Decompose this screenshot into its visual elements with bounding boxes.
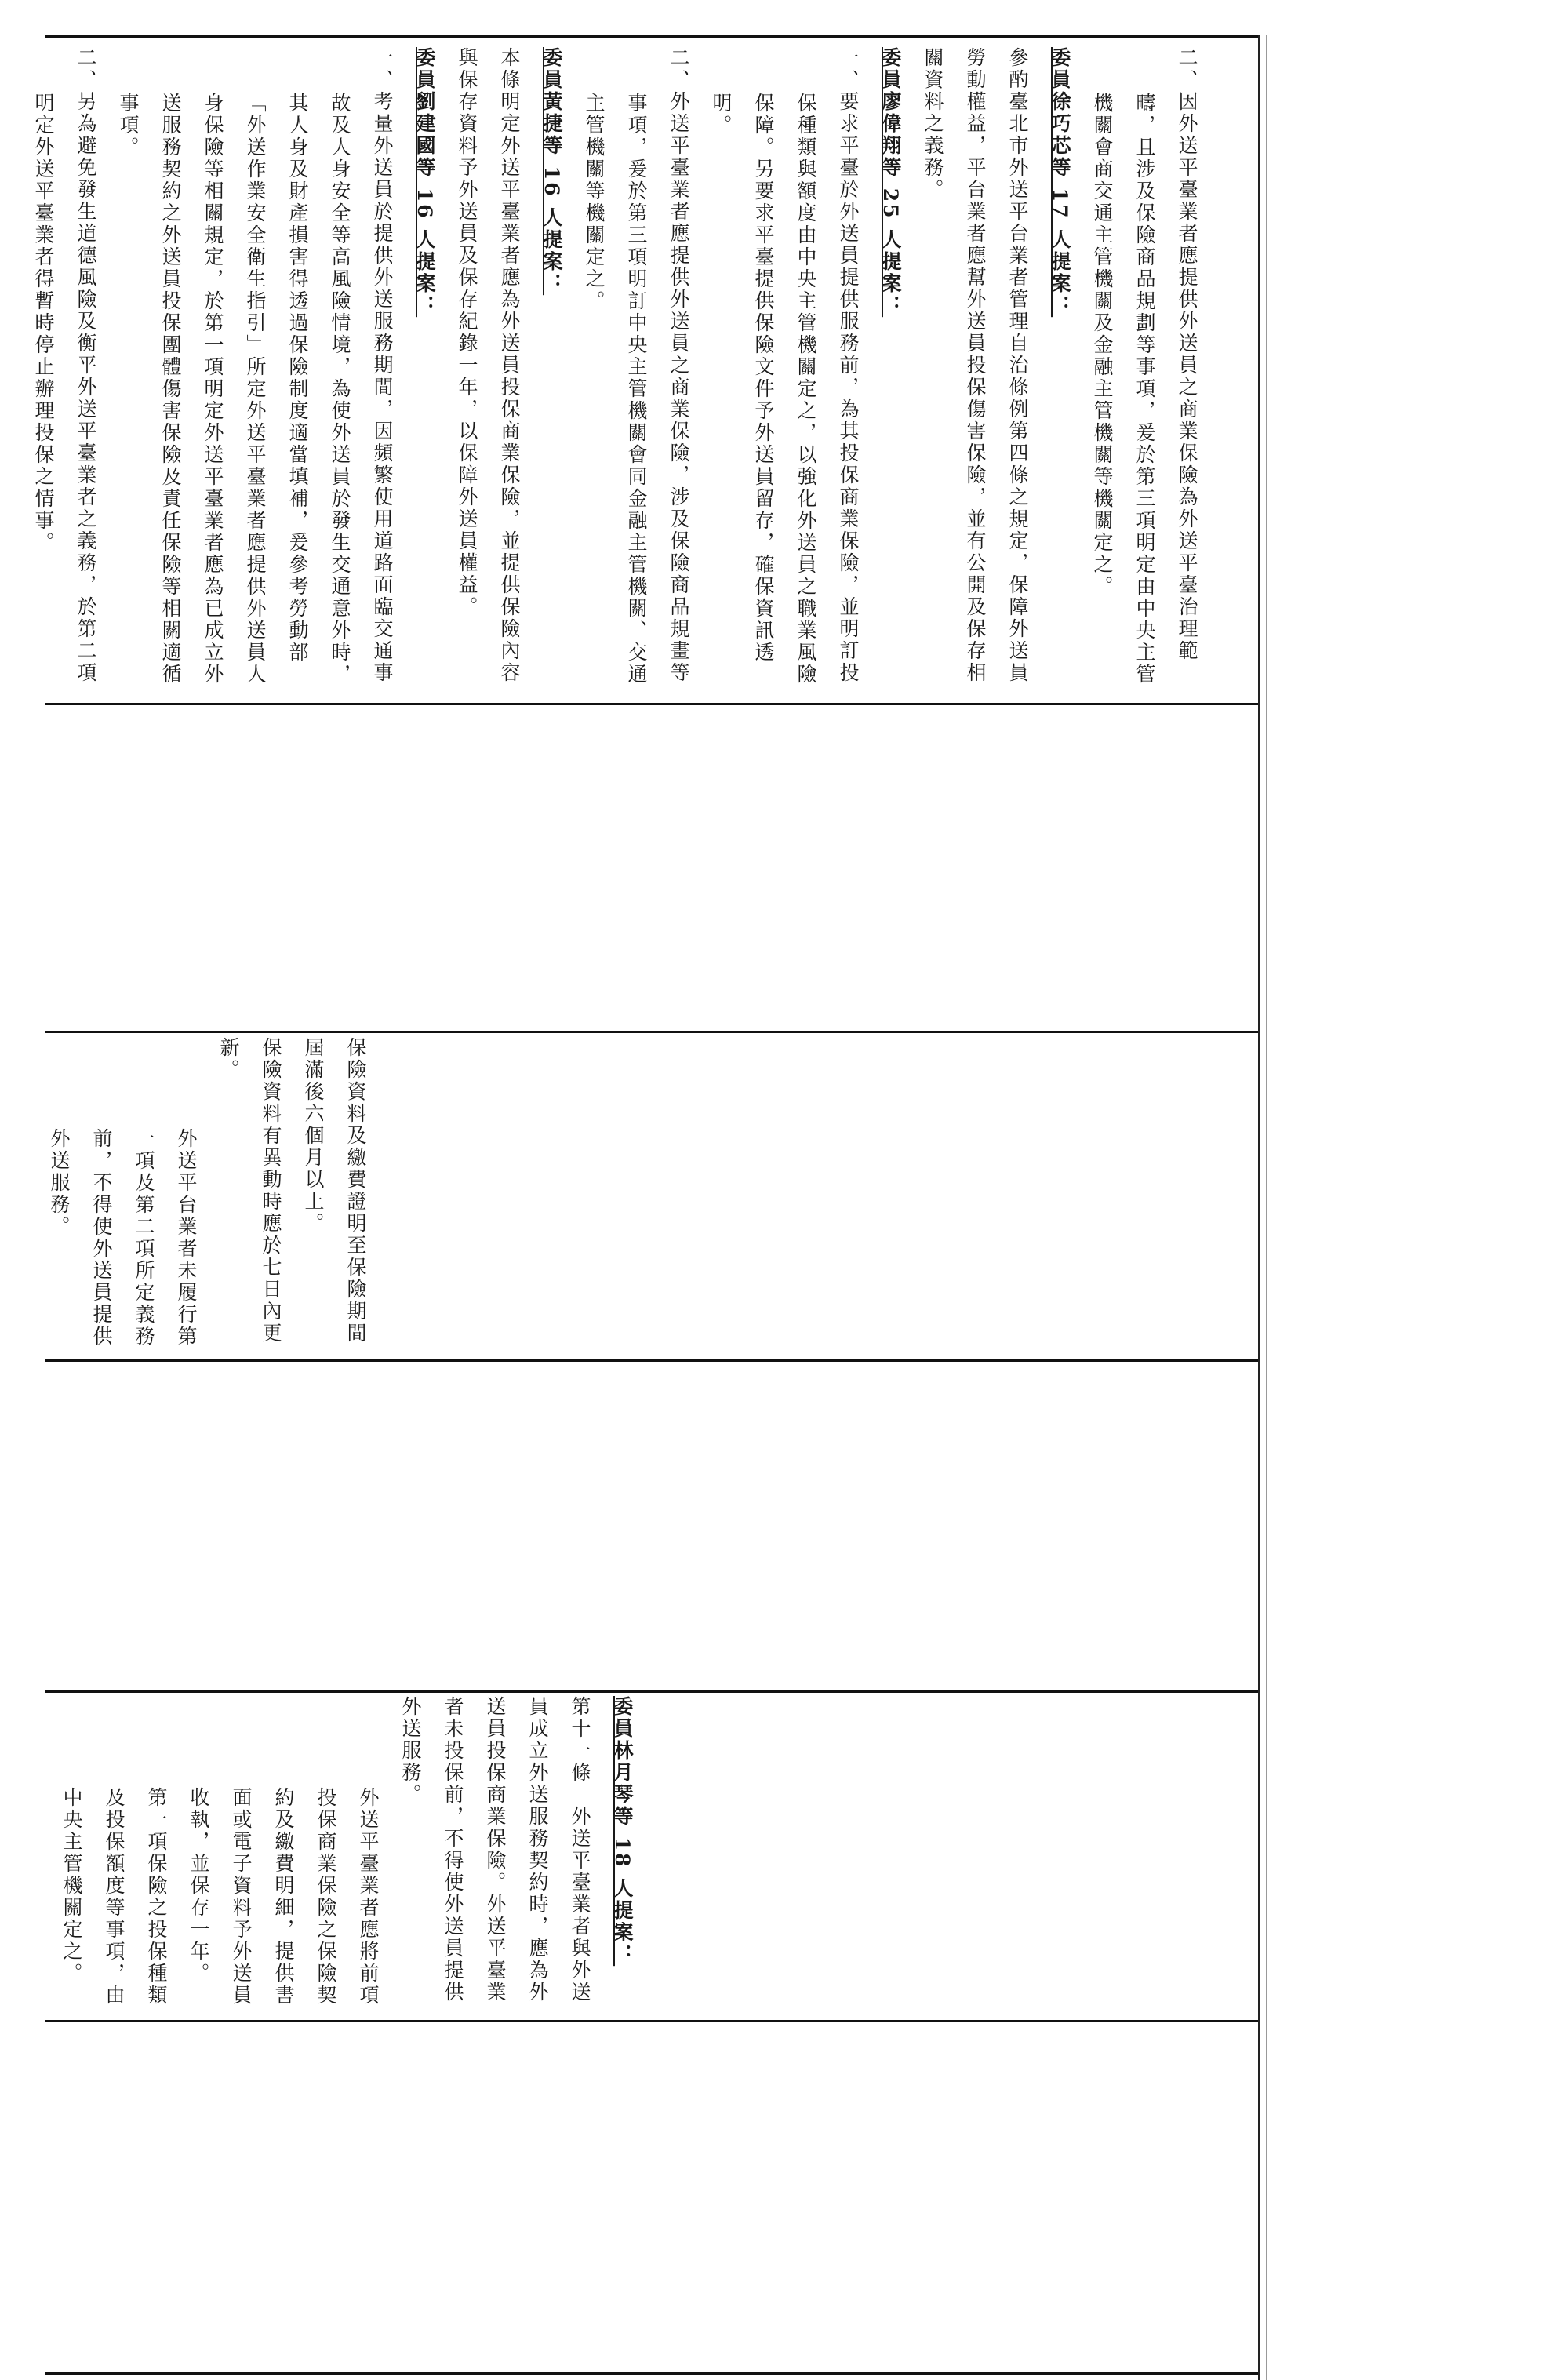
para-mid-2: 保險資料有異動時應於七日內更新。 [217, 1037, 282, 1345]
table-rule-4 [45, 1690, 1260, 1693]
cell-article-continuation [47, 1037, 376, 1351]
para-liao-2: 二、外送平臺業者應提供外送員之商業保險，涉及保險商品規畫等事項，爰於第三項明訂中央主管機關會同金融主管機關、交通主管機關等機關定之。 [583, 47, 690, 686]
table-rule-top [45, 35, 1260, 38]
table-right-separator [1266, 35, 1267, 2380]
table-rule-5 [45, 2020, 1260, 2022]
para-1: 二、因外送平臺業者應提供外送員之商業保險為外送平臺治理範疇，且涉及保險商品規劃等事項，爰於第三項明定由中央主管機關會商交通主管機關及金融主管機關等機關定之。 [1091, 47, 1198, 686]
table-right-edge [1258, 35, 1260, 2380]
para-liu-1: 一、考量外送員於提供外送服務期間，因頻繁使用道路面臨交通事故及人身安全等高風險情境，為使外送員於發生交通意外時，其人身及財產損害得透過保險制度適當填補，爰參考勞動部「外送作業安全衛生指引」所定外送平臺業者應提供外送員人身保險等相關規定，於第一項明定外送平臺業者應為已成立外送服務契約之外送員投保團體傷害保險及責任保險等相關適循事項。 [117, 47, 394, 686]
article-11: 第十一條 外送平臺業者與外送員成立外送服務契約時，應為外送員投保商業保險。外送平臺業者未投保前，不得使外送員提供外送服務。 [399, 1696, 591, 2003]
article-11-para-2: 外送平臺業者應將前項投保商業保險之保險契約及繳費明細，提供書面或電子資料予外送員收執，並保存一年。 [187, 1787, 380, 2007]
proposer-huang: 委員黃捷等 16 人提案： [540, 47, 563, 296]
table-rule-bottom [45, 2372, 1260, 2375]
para-mid-3: 外送平台業者未履行第一項及第二項所定義務前，不得使外送員提供外送服務。 [48, 1128, 198, 1348]
table-rule-2 [45, 1031, 1260, 1033]
cell-proposal-lin [47, 1696, 643, 2010]
proposer-lin: 委員林月琴等 18 人提案： [611, 1696, 634, 1967]
cell-explanation [32, 47, 1208, 698]
para-huang: 本條明定外送平臺業者應為外送員投保商業保險，並提供保險內容與保存資料予外送員及保存紀錄一年，以保障外送員權益。 [456, 47, 521, 684]
table-rule-1 [45, 703, 1260, 705]
article-11-para-3: 第一項保險之投保種類及投保額度等事項，由中央主管機關定之。 [60, 1787, 168, 2007]
para-liu-2: 二、另為避免發生道德風險及衡平外送平臺業者之義務，於第二項明定外送平臺業者得暫時停止辦理投保之情事。 [32, 47, 97, 684]
proposer-liao: 委員廖偉翔等 25 人提案： [879, 47, 902, 318]
para-liao-1: 一、要求平臺於外送員提供服務前，為其投保商業保險，並明訂投保種類與額度由中央主管機關定之，以強化外送員之職業風險保障。另要求平臺提供保險文件予外送員留存，確保資訊透明。 [710, 47, 860, 686]
proposer-hsu: 委員徐巧芯等 17 人提案： [1049, 47, 1071, 318]
proposer-liu: 委員劉建國等 16 人提案： [413, 47, 436, 318]
para-hsu: 參酌臺北市外送平台業者管理自治條例第四條之規定，保障外送員勞動權益，平台業者應幫外送員投保傷害保險，並有公開及保存相關資料之義務。 [922, 47, 1029, 684]
para-mid-1: 保險資料及繳費證明至保險期間屆滿後六個月以上。 [302, 1037, 367, 1345]
table-rule-3 [45, 1359, 1260, 1362]
